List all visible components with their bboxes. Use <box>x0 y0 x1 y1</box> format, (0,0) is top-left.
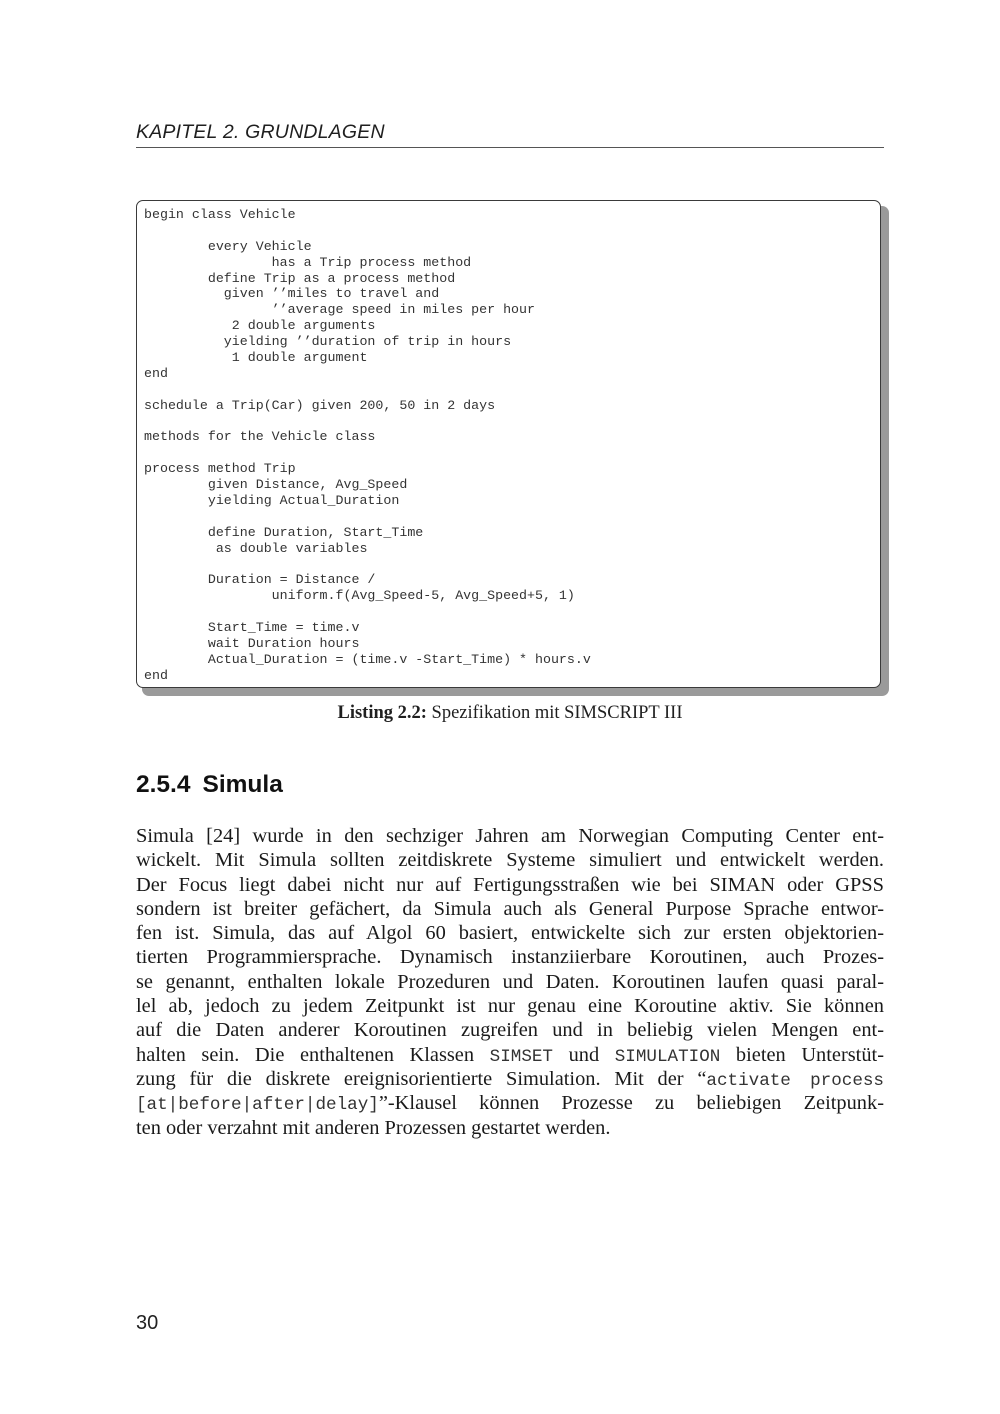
section-heading <box>136 771 283 799</box>
code-line <box>144 509 591 525</box>
code-line: as double variables <box>144 540 368 556</box>
code-line: Start_Time = time.v <box>144 620 360 636</box>
code-line: end <box>144 667 168 683</box>
paragraph-line <box>136 848 884 872</box>
code-line: 2 double arguments <box>144 318 376 334</box>
code-line: define Trip as a process method <box>144 270 456 286</box>
paragraph-line <box>136 1043 884 1067</box>
text-run: lel ab, jedoch zu jedem Zeitpunkt ist nur genau eine Koroutine aktiv. Sie können <box>136 995 884 1018</box>
code-line: Duration = Distance / <box>144 572 376 588</box>
paragraph-line <box>136 970 884 994</box>
section-title: Simula <box>202 771 283 798</box>
code-line: 1 double argument <box>144 350 368 366</box>
inline-code: SIMSET <box>489 1046 553 1067</box>
section-number: 2.5.4 <box>136 771 191 798</box>
code-line: ’’average speed in miles per hour <box>144 302 535 318</box>
paragraph-line <box>136 824 884 848</box>
code-line: wait Duration hours <box>144 636 360 652</box>
code-line: methods for the Vehicle class <box>144 429 376 445</box>
text-run: sondern ist breiter gefächert, da Simula auch als General Purpose Sprache entwor- <box>136 897 884 920</box>
text-run: se genannt, enthalten lokale Prozeduren und Daten. Koroutinen laufen quasi paral- <box>136 970 884 993</box>
paragraph-line <box>136 1067 884 1091</box>
text-run: bieten Unterstüt- <box>720 1043 885 1066</box>
code-line: given Distance, Avg_Speed <box>144 477 408 493</box>
code-listing <box>136 200 881 688</box>
code-line <box>144 557 591 573</box>
code-lines <box>144 207 591 684</box>
code-line: every Vehicle <box>144 238 312 254</box>
listing-caption <box>136 703 884 724</box>
code-line <box>144 445 591 461</box>
code-line: process method Trip <box>144 461 296 477</box>
text-run: zung für die diskrete ereignisorientierte Simulation. Mit der “ <box>136 1067 707 1090</box>
text-run: ”-Klausel können Prozesse zu beliebigen Zeitpunk- <box>378 1092 884 1115</box>
code-line: define Duration, Start_Time <box>144 524 424 540</box>
running-header: KAPITEL 2. GRUNDLAGEN <box>136 121 385 143</box>
code-line: Actual_Duration = (time.v -Start_Time) * hours.v <box>144 651 591 667</box>
caption-text: Spezifikation mit SIMSCRIPT III <box>426 703 683 723</box>
caption-label: Listing 2.2: <box>337 703 427 723</box>
paragraph-line <box>136 1091 884 1115</box>
code-line: yielding ’’duration of trip in hours <box>144 334 512 350</box>
text-run: fen ist. Simula, das auf Algol 60 basiert, entwickelte sich zur ersten objektorien- <box>136 922 884 945</box>
inline-code: [at|before|after|delay] <box>136 1095 379 1116</box>
code-line: schedule a Trip(Car) given 200, 50 in 2 days <box>144 397 496 413</box>
page-number: 30 <box>136 1312 159 1334</box>
code-line <box>144 604 591 620</box>
paragraph-line <box>136 1018 884 1042</box>
code-line: begin class Vehicle <box>144 207 296 222</box>
text-run: Der Focus liegt dabei nicht nur auf Fertigungsstraßen wie bei SIMAN oder GPSS <box>136 873 884 896</box>
paragraph-line <box>136 897 884 921</box>
text-run: halten sein. Die enthaltenen Klassen <box>136 1043 490 1066</box>
code-line: has a Trip process method <box>144 254 472 270</box>
text-run: auf die Daten anderer Koroutinen zugreifen und in beliebig vielen Mengen ent- <box>136 1019 884 1042</box>
text-run: und <box>553 1043 615 1066</box>
body-paragraph <box>136 824 884 1140</box>
inline-code: SIMULATION <box>614 1046 721 1067</box>
code-line <box>144 382 591 398</box>
code-line <box>144 223 591 239</box>
paragraph-line <box>136 945 884 969</box>
text-run: wickelt. Mit Simula sollten zeitdiskrete Systeme simuliert und entwickelt werden. <box>136 849 884 872</box>
code-line: end <box>144 365 168 381</box>
code-line: uniform.f(Avg_Speed-5, Avg_Speed+5, 1) <box>144 588 575 604</box>
paragraph-line <box>136 1116 884 1140</box>
paragraph-line <box>136 994 884 1018</box>
text-run: ten oder verzahnt mit anderen Prozessen gestartet werden. <box>136 1116 611 1139</box>
header-rule <box>136 147 884 148</box>
paragraph-line <box>136 873 884 897</box>
text-run: Simula [24] wurde in den sechziger Jahren am Norwegian Computing Center ent- <box>136 825 884 847</box>
paragraph-line <box>136 921 884 945</box>
inline-code: activate process <box>706 1070 884 1091</box>
code-line: yielding Actual_Duration <box>144 493 400 509</box>
code-line <box>144 414 591 430</box>
code-line: given ’’miles to travel and <box>144 286 440 302</box>
text-run: tierten Programmiersprache. Dynamisch instanziierbare Koroutinen, auch Prozes- <box>136 946 884 969</box>
